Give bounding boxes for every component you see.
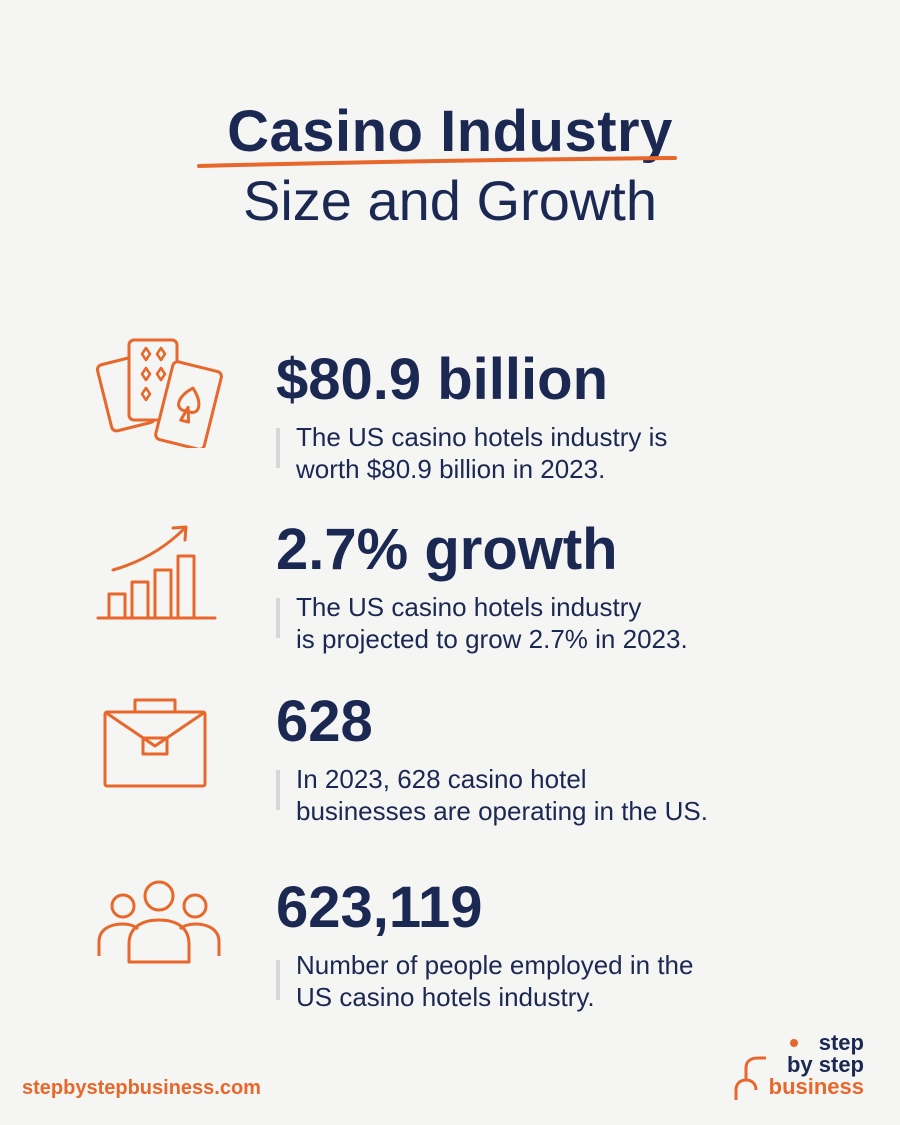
stat-description-line1: In 2023, 628 casino hotel — [296, 764, 587, 794]
brand-logo[interactable] — [732, 1030, 872, 1102]
footer-website-link[interactable]: stepbystepbusiness.com — [22, 1077, 261, 1099]
page-title: Casino Industry — [227, 99, 673, 164]
playing-cards-icon — [95, 338, 225, 448]
title-underline — [197, 156, 677, 170]
stat-description-line2: US casino hotels industry. — [296, 982, 595, 1012]
people-group-icon — [95, 866, 225, 976]
stat-employment — [0, 876, 900, 1026]
stat-value: 2.7% growth — [276, 517, 618, 582]
stat-businesses — [0, 690, 900, 840]
stat-divider — [276, 770, 280, 810]
growth-chart-icon — [95, 518, 225, 628]
stat-growth — [0, 518, 900, 668]
logo-text-line2: by step — [786, 1052, 864, 1077]
stat-value: $80.9 billion — [276, 347, 608, 412]
stat-divider — [276, 960, 280, 1000]
stat-description-line2: worth $80.9 billion in 2023. — [296, 454, 606, 484]
stat-value: 628 — [276, 689, 373, 754]
stat-market-size — [0, 348, 900, 498]
logo-text-line1: step — [818, 1030, 864, 1055]
stat-description-line1: Number of people employed in the — [296, 950, 694, 980]
stat-description-line1: The US casino hotels industry is — [296, 422, 668, 452]
page-subtitle: Size and Growth — [243, 169, 657, 232]
briefcase-icon — [95, 690, 225, 800]
stat-divider — [276, 598, 280, 638]
logo-text-line3: business — [768, 1074, 864, 1099]
header — [0, 96, 900, 234]
stat-description-line2: is projected to grow 2.7% in 2023. — [296, 624, 688, 654]
stat-description-line2: businesses are operating in the US. — [296, 796, 708, 826]
stat-divider — [276, 428, 280, 468]
stat-value: 623,119 — [276, 875, 483, 940]
stat-description-line1: The US casino hotels industry — [296, 592, 642, 622]
